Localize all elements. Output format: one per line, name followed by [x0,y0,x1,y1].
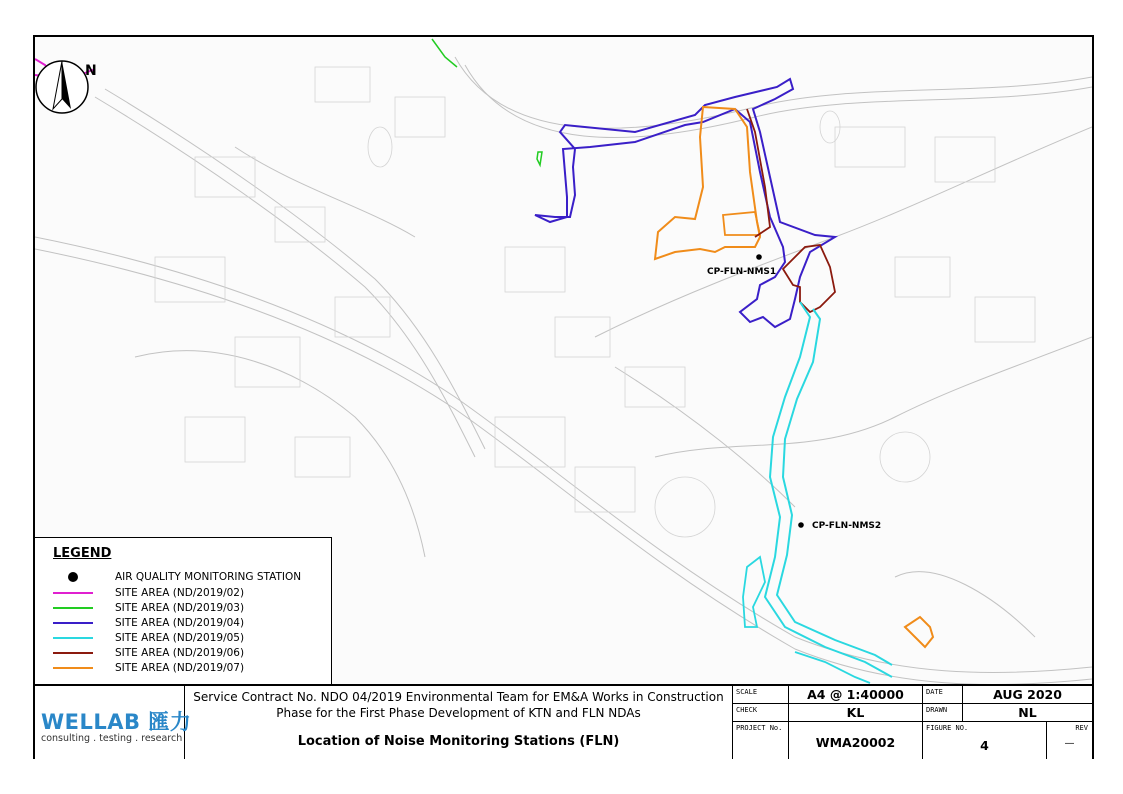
company-logo [35,686,192,759]
contract-description-line2: Phase for the First Phase Development of KTN and FLN NDAs [276,706,641,720]
legend-item-nd-2019-03: SITE AREA (ND/2019/03) [53,601,244,614]
legend-item-air-quality: AIR QUALITY MONITORING STATION [53,570,301,583]
check-value-cell: KL [789,704,923,722]
scale-label-cell: SCALE [733,686,789,704]
project-value-cell: WMA20002 [789,722,923,759]
title-block [35,684,1092,759]
date-label-cell: DATE [923,686,963,704]
drawn-label-cell: DRAWN [923,704,963,722]
line-swatch-icon [53,652,93,654]
north-label: N [85,63,97,79]
map-area[interactable] [35,37,1092,684]
drawing-frame [33,35,1094,759]
figure-cell: FIGURE NO. 4 [923,722,1047,759]
legend-title: LEGEND [53,546,112,561]
date-value-cell: AUG 2020 [963,686,1092,704]
station-label-nms2: CP-FLN-NMS2 [812,521,882,531]
station-marker-icon [68,572,78,582]
scale-value-cell: A4 @ 1:40000 [789,686,923,704]
legend-item-nd-2019-07: SITE AREA (ND/2019/07) [53,661,244,674]
station-dot-nms2[interactable] [798,522,804,528]
drawing-title: Location of Noise Monitoring Stations (FLN) [297,734,620,749]
logo-subtext: consulting . testing . research [41,733,183,744]
station-label-nms1: CP-FLN-NMS1 [707,267,777,277]
description-cell [185,686,733,759]
legend-item-nd-2019-06: SITE AREA (ND/2019/06) [53,646,244,659]
line-swatch-icon [53,592,93,594]
legend-item-nd-2019-04: SITE AREA (ND/2019/04) [53,616,244,629]
legend [35,537,332,684]
legend-item-nd-2019-02: SITE AREA (ND/2019/02) [53,586,244,599]
line-swatch-icon [53,622,93,624]
logo-text: WELLAB 匯力 [41,710,192,734]
check-label-cell: CHECK [733,704,789,722]
station-dot-nms1[interactable] [756,254,762,260]
drawn-value-cell: NL [963,704,1092,722]
revision-cell: REV — [1064,724,1088,749]
line-swatch-icon [53,607,93,609]
project-label-cell: PROJECT No. [733,722,789,759]
legend-item-nd-2019-05: SITE AREA (ND/2019/05) [53,631,244,644]
contract-description-line1: Service Contract No. NDO 04/2019 Environmental Team for EM&A Works in Construction [193,690,724,704]
line-swatch-icon [53,667,93,669]
line-swatch-icon [53,637,93,639]
